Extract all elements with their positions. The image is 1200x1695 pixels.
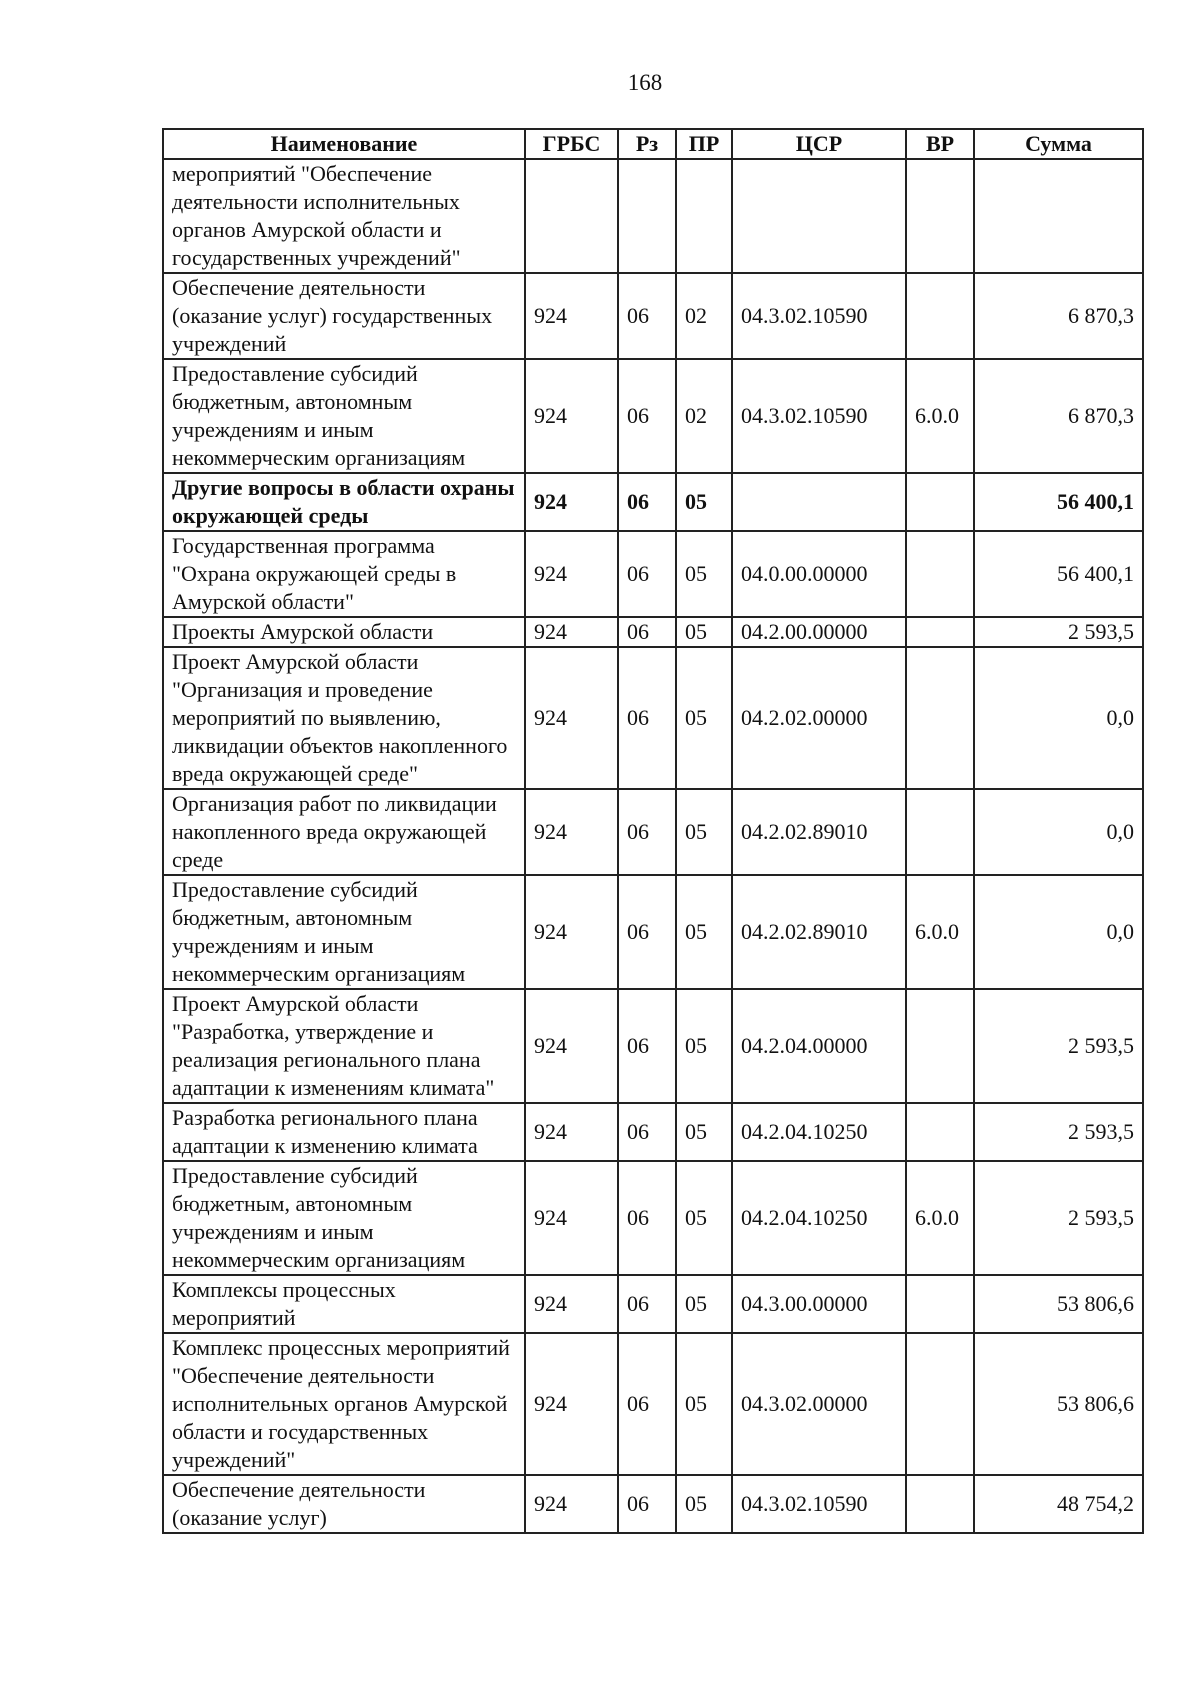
table-header-row [163, 129, 1143, 159]
cell-vr [906, 273, 974, 359]
cell-rz: 06 [618, 473, 676, 531]
budget-table [162, 128, 1144, 1534]
cell-name: Предоставление субсидий бюджетным, автономным учреждениям и иным некоммерческим организациям [163, 359, 525, 473]
cell-sum: 53 806,6 [974, 1275, 1143, 1333]
cell-sum: 56 400,1 [974, 473, 1143, 531]
cell-rz: 06 [618, 989, 676, 1103]
cell-grbs: 924 [525, 1475, 618, 1533]
cell-rz: 06 [618, 1275, 676, 1333]
cell-name: Другие вопросы в области охраны окружающей среды [163, 473, 525, 531]
cell-csr: 04.3.02.10590 [732, 1475, 906, 1533]
cell-vr [906, 1475, 974, 1533]
cell-vr [906, 159, 974, 273]
cell-pr: 05 [676, 1275, 732, 1333]
cell-name: Обеспечение деятельности (оказание услуг) государственных учреждений [163, 273, 525, 359]
cell-name: Обеспечение деятельности (оказание услуг) [163, 1475, 525, 1533]
cell-rz: 06 [618, 1103, 676, 1161]
table-row [163, 1475, 1143, 1533]
table-row [163, 159, 1143, 273]
page-number: 168 [627, 70, 663, 95]
cell-csr: 04.2.04.10250 [732, 1103, 906, 1161]
cell-csr [732, 159, 906, 273]
cell-name: Проект Амурской области "Разработка, утверждение и реализация регионального плана адаптации к изменениям климата" [163, 989, 525, 1103]
cell-csr: 04.2.00.00000 [732, 617, 906, 647]
table-row [163, 789, 1143, 875]
cell-name: Комплексы процессных мероприятий [163, 1275, 525, 1333]
table-row [163, 1103, 1143, 1161]
cell-csr: 04.3.02.00000 [732, 1333, 906, 1475]
cell-grbs: 924 [525, 1275, 618, 1333]
cell-name: Комплекс процессных мероприятий "Обеспечение деятельности исполнительных органов Амурской области и государственных учреждений" [163, 1333, 525, 1475]
cell-grbs: 924 [525, 473, 618, 531]
cell-csr: 04.2.02.00000 [732, 647, 906, 789]
cell-vr: 6.0.0 [906, 359, 974, 473]
cell-grbs: 924 [525, 647, 618, 789]
cell-pr: 05 [676, 647, 732, 789]
cell-pr: 05 [676, 1161, 732, 1275]
cell-sum: 2 593,5 [974, 617, 1143, 647]
cell-sum: 6 870,3 [974, 359, 1143, 473]
cell-grbs: 924 [525, 789, 618, 875]
header-grbs: ГРБС [525, 129, 618, 159]
cell-rz: 06 [618, 1475, 676, 1533]
cell-pr: 05 [676, 617, 732, 647]
header-vr: ВР [906, 129, 974, 159]
header-rz: Рз [618, 129, 676, 159]
cell-sum: 6 870,3 [974, 273, 1143, 359]
cell-rz: 06 [618, 875, 676, 989]
cell-pr: 05 [676, 1103, 732, 1161]
table-row [163, 1161, 1143, 1275]
cell-vr [906, 647, 974, 789]
cell-vr [906, 1333, 974, 1475]
header-name: Наименование [163, 129, 525, 159]
cell-vr [906, 531, 974, 617]
cell-name: Разработка регионального плана адаптации к изменению климата [163, 1103, 525, 1161]
cell-csr: 04.2.02.89010 [732, 789, 906, 875]
cell-sum: 48 754,2 [974, 1475, 1143, 1533]
cell-csr [732, 473, 906, 531]
cell-sum: 53 806,6 [974, 1333, 1143, 1475]
cell-sum: 2 593,5 [974, 1161, 1143, 1275]
table-row [163, 273, 1143, 359]
cell-rz: 06 [618, 617, 676, 647]
table-row [163, 531, 1143, 617]
cell-rz: 06 [618, 647, 676, 789]
cell-name: Предоставление субсидий бюджетным, автономным учреждениям и иным некоммерческим организациям [163, 875, 525, 989]
cell-csr: 04.3.00.00000 [732, 1275, 906, 1333]
cell-grbs: 924 [525, 1103, 618, 1161]
table-row [163, 989, 1143, 1103]
cell-csr: 04.2.02.89010 [732, 875, 906, 989]
cell-vr [906, 1103, 974, 1161]
cell-pr: 05 [676, 531, 732, 617]
cell-csr: 04.0.00.00000 [732, 531, 906, 617]
cell-name: Проект Амурской области "Организация и проведение мероприятий по выявлению, ликвидации объектов накопленного вреда окружающей среде" [163, 647, 525, 789]
cell-sum: 56 400,1 [974, 531, 1143, 617]
cell-name: Организация работ по ликвидации накопленного вреда окружающей среде [163, 789, 525, 875]
cell-sum: 2 593,5 [974, 989, 1143, 1103]
cell-grbs: 924 [525, 273, 618, 359]
cell-csr: 04.3.02.10590 [732, 359, 906, 473]
table-row [163, 647, 1143, 789]
cell-grbs: 924 [525, 989, 618, 1103]
cell-csr: 04.3.02.10590 [732, 273, 906, 359]
cell-pr: 05 [676, 473, 732, 531]
cell-rz: 06 [618, 273, 676, 359]
cell-sum: 0,0 [974, 647, 1143, 789]
table-body [163, 159, 1143, 1533]
cell-grbs: 924 [525, 875, 618, 989]
cell-vr: 6.0.0 [906, 1161, 974, 1275]
cell-sum [974, 159, 1143, 273]
header-pr: ПР [676, 129, 732, 159]
cell-sum: 0,0 [974, 875, 1143, 989]
cell-vr: 6.0.0 [906, 875, 974, 989]
cell-rz [618, 159, 676, 273]
table-row [163, 875, 1143, 989]
cell-rz: 06 [618, 1161, 676, 1275]
cell-pr: 05 [676, 875, 732, 989]
cell-grbs: 924 [525, 1161, 618, 1275]
header-sum: Сумма [974, 129, 1143, 159]
cell-vr [906, 789, 974, 875]
cell-grbs: 924 [525, 617, 618, 647]
cell-vr [906, 989, 974, 1103]
cell-pr: 05 [676, 1333, 732, 1475]
cell-csr: 04.2.04.00000 [732, 989, 906, 1103]
cell-pr: 05 [676, 989, 732, 1103]
cell-vr [906, 473, 974, 531]
cell-name: Предоставление субсидий бюджетным, автономным учреждениям и иным некоммерческим организациям [163, 1161, 525, 1275]
cell-rz: 06 [618, 789, 676, 875]
cell-sum: 2 593,5 [974, 1103, 1143, 1161]
cell-pr: 02 [676, 273, 732, 359]
cell-name: Государственная программа "Охрана окружающей среды в Амурской области" [163, 531, 525, 617]
cell-pr [676, 159, 732, 273]
cell-rz: 06 [618, 531, 676, 617]
cell-grbs: 924 [525, 531, 618, 617]
table-row [163, 473, 1143, 531]
cell-name: мероприятий "Обеспечение деятельности исполнительных органов Амурской области и государственных учреждений" [163, 159, 525, 273]
cell-pr: 05 [676, 1475, 732, 1533]
cell-sum: 0,0 [974, 789, 1143, 875]
cell-vr [906, 1275, 974, 1333]
table-row [163, 359, 1143, 473]
cell-vr [906, 617, 974, 647]
cell-pr: 05 [676, 789, 732, 875]
cell-grbs: 924 [525, 1333, 618, 1475]
header-csr: ЦСР [732, 129, 906, 159]
cell-pr: 02 [676, 359, 732, 473]
cell-grbs: 924 [525, 359, 618, 473]
cell-csr: 04.2.04.10250 [732, 1161, 906, 1275]
cell-name: Проекты Амурской области [163, 617, 525, 647]
table-row [163, 1275, 1143, 1333]
table-row [163, 617, 1143, 647]
table-row [163, 1333, 1143, 1475]
cell-rz: 06 [618, 359, 676, 473]
cell-rz: 06 [618, 1333, 676, 1475]
cell-grbs [525, 159, 618, 273]
